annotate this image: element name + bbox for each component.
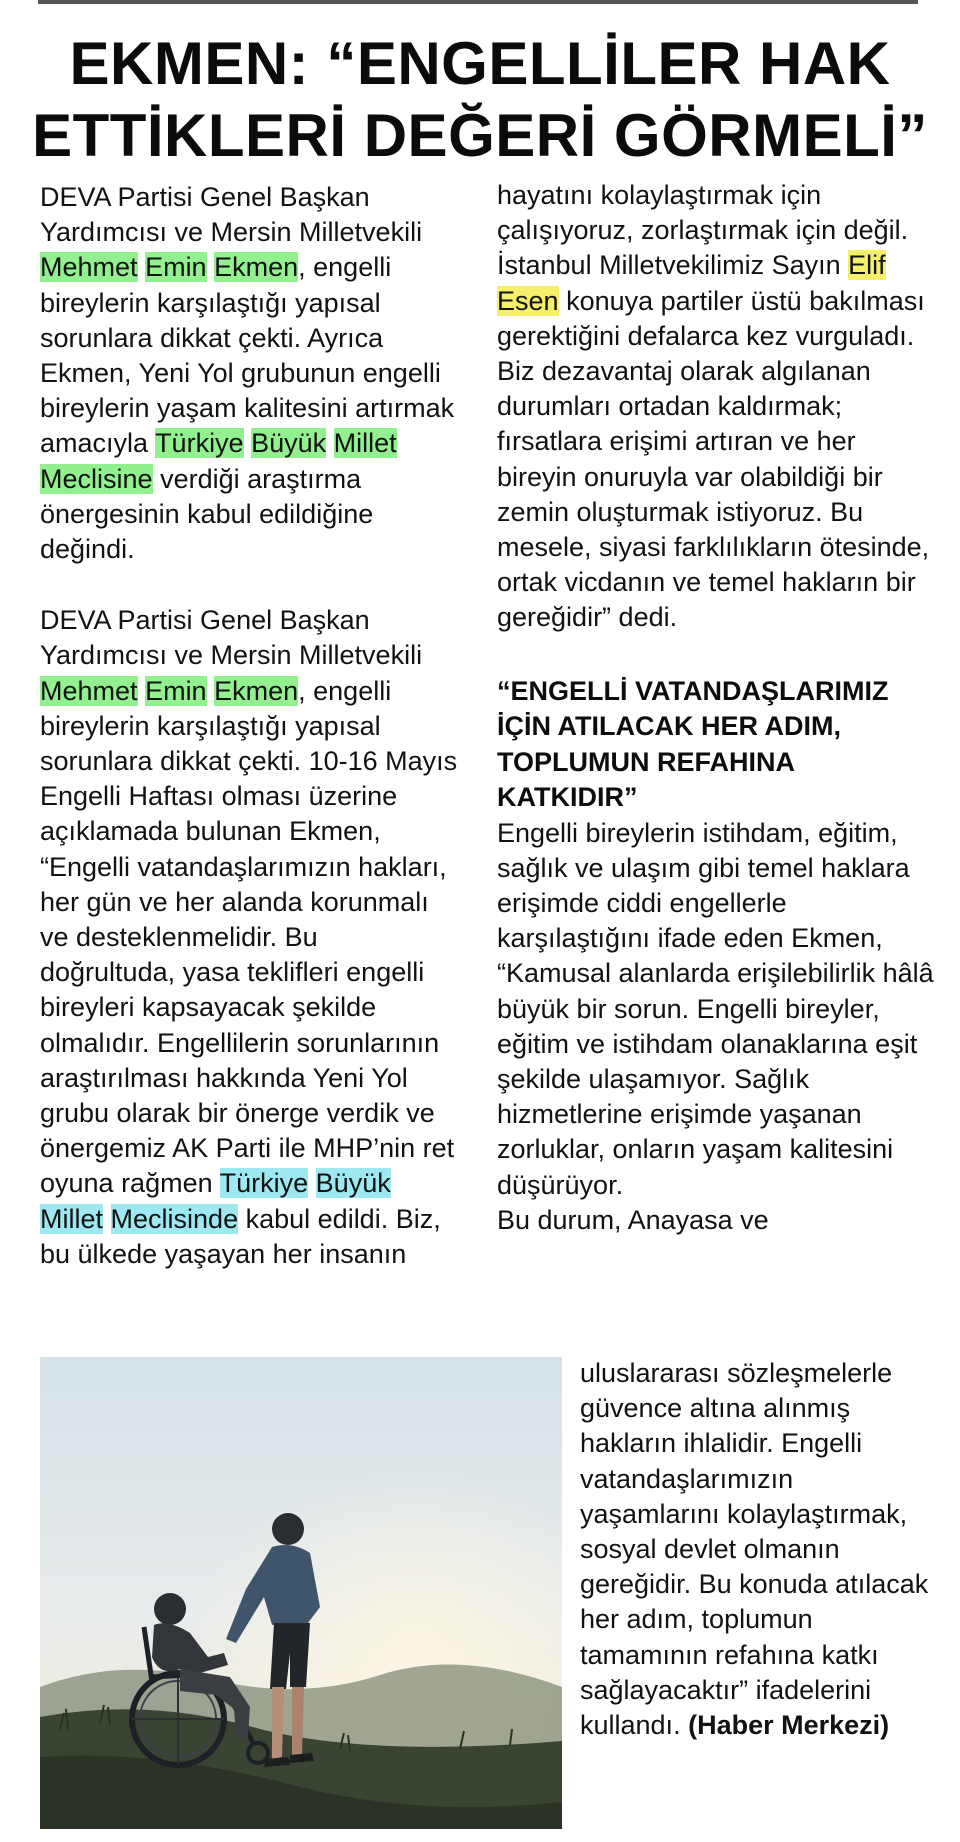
highlight-name: Emin [145, 675, 207, 706]
highlight-name: Esen [497, 285, 559, 316]
highlight-tbmm: Türkiye [219, 1168, 309, 1199]
highlight-name: Mehmet [40, 675, 138, 706]
highlight-tbmm: Türkiye [155, 428, 244, 459]
para1-end: verdiği araştırma önergesinin kabul edildiğine değindi. [40, 463, 374, 565]
highlight-name: Ekmen [214, 252, 299, 283]
paragraph-1 [40, 180, 460, 567]
highlight-tbmm: Büyük [251, 428, 327, 459]
paragraph-5 [580, 1356, 940, 1743]
highlight-tbmm: Büyük [315, 1168, 391, 1199]
paragraph-4-tail: Bu durum, Anayasa ve [497, 1204, 769, 1235]
byline: (Haber Merkezi) [688, 1710, 890, 1741]
highlight-name: Mehmet [40, 252, 138, 283]
highlight-name: Elif [848, 250, 886, 281]
para3-intro: hayatını kolaylaştırmak için çalışıyoruz, zorlaştırmak için değil. İstanbul Milletvekilimiz Sayın [497, 180, 909, 281]
left-column [40, 180, 460, 1272]
highlight-tbmm: Millet [40, 1203, 104, 1234]
para2-end: kabul edildi. Biz, bu ülkede yaşayan her insanın [40, 1203, 441, 1269]
para2-body: , engelli bireylerin karşılaştığı yapısal sorunlara dikkat çekti. 10-16 Mayıs Engelli Haftası olması üzerine açıklamada bulunan Ekmen, “Engelli vatandaşlarımızın hakları, her gün ve her alanda korunmalı ve desteklenmelidir. Bu doğrultuda, yasa teklifleri engelli bireyleri kapsayacak şekilde olmalıdır. Engellilerin sorunlarının araştırılması hakkında Yeni Yol grubu olarak bir önerge verdik ve önergemiz AK Parti ile MHP’nin ret oyuna rağmen [40, 675, 458, 1199]
para3-body: konuya partiler üstü bakılması gerektiğini defalarca kez vurguladı. Biz dezavantaj olarak algılanan durumları ortadan kaldırmak; fırsatlara erişimi artıran ve her bireyin onuruyla var olabildiği bir zemin oluşturmak istiyoruz. Bu mesele, siyasi farklılıkların ötesinde, ortak vicdanın ve temel hakların bir gereğidir” dedi. [497, 285, 930, 633]
para5-body: uluslararası sözleşmelerle güvence altına alınmış hakların ihlalidir. Engelli vatandaşlarımızın yaşamlarını kolaylaştırmak, sosyal devlet olmanın gereğidir. Bu konuda atılacak her adım, toplumun tamamının refahına katkı sağlayacaktır” ifadelerini kullandı. [580, 1358, 929, 1741]
para1-intro: DEVA Partisi Genel Başkan Yardımcısı ve Mersin Milletvekili [40, 182, 423, 248]
paragraph-2 [40, 603, 460, 1272]
highlight-name: Emin [145, 252, 207, 283]
para2-intro: DEVA Partisi Genel Başkan Yardımcısı ve Mersin Milletvekili [40, 605, 423, 671]
highlight-tbmm: Millet [333, 428, 397, 459]
headline: EKMEN: “ENGELLİLER HAK ETTİKLERİ DEĞERİ GÖRMELİ” [32, 30, 928, 169]
paragraph-3 [497, 178, 937, 636]
highlight-name: Ekmen [214, 675, 299, 706]
photo-illustration [40, 1357, 562, 1829]
right-column-lower [580, 1356, 940, 1743]
article-photo [40, 1357, 562, 1829]
paragraph-4: Engelli bireylerin istihdam, eğitim, sağlık ve ulaşım gibi temel haklara erişimde ciddi engellerle karşılaştığını ifade eden Ekmen, “Kamusal alanlarda erişilebilirlik hâlâ büyük bir sorun. Engelli bireyler, eğitim ve istihdam olanaklarına eşit şekilde ulaşamıyor. Sağlık hizmetlerine erişimde yaşanan zorluklar, onların yaşam kalitesini düşürüyor. [497, 817, 934, 1200]
para1-body: , engelli bireylerin karşılaştığı yapısal sorunlara dikkat çekti. Ayrıca Ekmen, Yeni Yol grubunun engelli bireylerin yaşam kalitesini artırmak amacıyla [40, 252, 455, 459]
top-rule [38, 0, 918, 4]
highlight-tbmm: Meclisinde [110, 1203, 239, 1234]
subheading: “ENGELLİ VATANDAŞLARIMIZ İÇİN ATILACAK HER ADIM, TOPLUMUN REFAHINA KATKIDIR” [497, 675, 889, 813]
highlight-tbmm: Meclisine [40, 463, 153, 494]
right-column [497, 178, 937, 1238]
